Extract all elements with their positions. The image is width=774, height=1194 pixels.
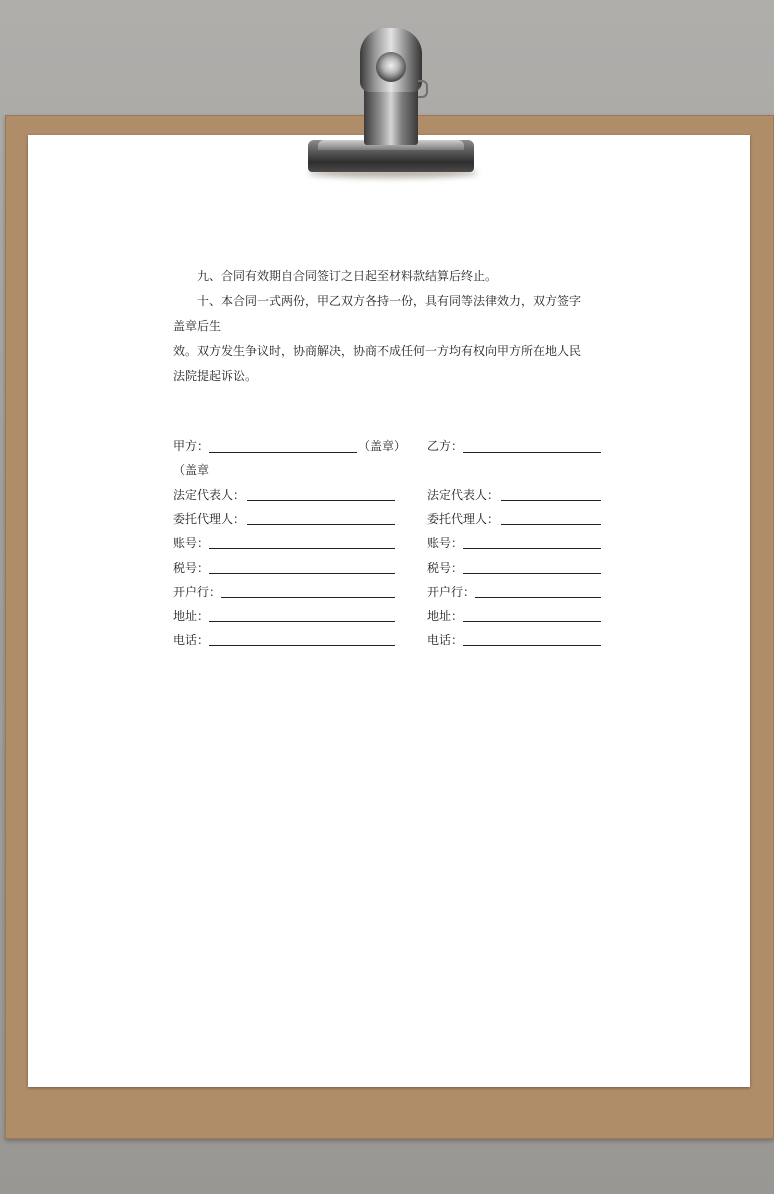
left-label: 电话： <box>173 633 210 647</box>
right-label: 税号： <box>427 561 464 575</box>
left-label: 法定代表人： <box>173 488 246 502</box>
left-label: 地址： <box>173 609 210 623</box>
left-line <box>247 524 395 525</box>
right-label: 开户行： <box>427 585 476 599</box>
clause-9: 九、合同有效期自合同签订之日起至材料款结算后终止。 <box>197 269 498 283</box>
party-b-line <box>463 452 601 453</box>
right-label: 账号： <box>427 536 464 550</box>
party-a-seal: （盖章） <box>358 439 407 453</box>
left-line <box>209 645 395 646</box>
right-line <box>501 524 601 525</box>
right-label: 法定代表人： <box>427 488 500 502</box>
party-b-label: 乙方： <box>427 439 464 453</box>
left-line <box>209 621 395 622</box>
right-line <box>463 621 601 622</box>
left-line <box>209 573 395 574</box>
party-a-label: 甲方： <box>173 439 210 453</box>
right-line <box>501 500 601 501</box>
right-line <box>463 645 601 646</box>
left-label: 开户行： <box>173 585 222 599</box>
clause-10-line-4: 法院提起诉讼。 <box>173 369 258 383</box>
left-line <box>221 597 395 598</box>
party-a-line <box>209 452 357 453</box>
clause-10-line-2: 盖章后生 <box>173 319 222 333</box>
right-line <box>463 573 601 574</box>
left-line <box>209 548 395 549</box>
right-line <box>475 597 601 598</box>
clause-10-line-1: 十、本合同一式两份，甲乙双方各持一份，具有同等法律效力，双方签字 <box>197 294 582 308</box>
left-label: 税号： <box>173 561 210 575</box>
clause-10-line-3: 效。双方发生争议时，协商解决，协商不成任何一方均有权向甲方所在地人民 <box>173 344 582 358</box>
right-label: 地址： <box>427 609 464 623</box>
left-label: 账号： <box>173 536 210 550</box>
right-line <box>463 548 601 549</box>
right-label: 电话： <box>427 633 464 647</box>
right-label: 委托代理人： <box>427 512 500 526</box>
left-line <box>247 500 395 501</box>
left-label: 委托代理人： <box>173 512 246 526</box>
party-b-seal: （盖章 <box>173 463 210 477</box>
